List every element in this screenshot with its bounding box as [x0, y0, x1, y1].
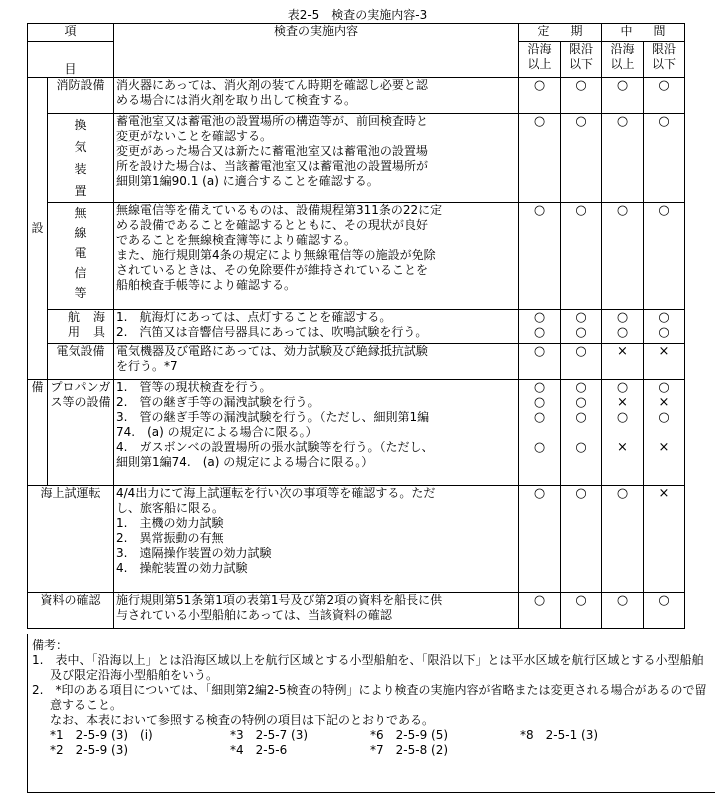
- row-content: 電気機器及び電路にあっては、効力試験及び絶縁抵抗試験 を行う。*7: [114, 344, 519, 380]
- mark: ○: [561, 203, 602, 310]
- mark: ○: [644, 593, 685, 629]
- row-content: 4/4出力にて海上試運転を行い次の事項等を確認する。ただ し、旅客船に限る。 1. 主機の効力試験 2. 異常振動の有無 3. 遠隔操作装置の効力試験 4. 操舵装置の効力試験: [114, 486, 519, 593]
- row-label: 資料の確認: [28, 593, 114, 629]
- row-content: 施行規則第51条第1項の表第1号及び第2項の資料を船長に供 与されている小型船舶にあっては、当該資料の確認: [114, 593, 519, 629]
- mark: ○: [561, 114, 602, 203]
- header-content: 検査の実施内容: [114, 24, 519, 78]
- mark: ×: [644, 344, 685, 380]
- row-label: プロパンガ ス等の設備: [48, 380, 114, 486]
- header-col4: 限沿 以下: [644, 42, 685, 78]
- mark: ○ ○: [561, 310, 602, 344]
- row-label: 消防設備: [48, 78, 114, 114]
- mark: ○: [519, 344, 561, 380]
- reference-item: *8 2-5-1 (3): [520, 728, 599, 742]
- header-chukan: 中 間: [602, 24, 685, 42]
- row-label: 換 気 装 置: [48, 114, 114, 203]
- row-content: 1. 航海灯にあっては、点灯することを確認する。 2. 汽笛又は音響信号器具にあっては、吹鳴試験を行う。: [114, 310, 519, 344]
- mark: ×: [644, 486, 685, 593]
- header-col3: 沿海 以上: [602, 42, 644, 78]
- mark: ○ ○ ○ ○: [561, 380, 602, 486]
- row-label: 航 海 用 具: [48, 310, 114, 344]
- row-content: 1. 管等の現状検査を行う。 2. 管の継ぎ手等の漏洩試験を行う。 3. 管の継ぎ手等の漏洩試験を行う。（ただし、細則第1編 74. (a) の規定による場合に限る。） 4. ガスボンベの設置場所の張水試験等を行う。（ただし、 細則第1編74. (a) の規定による場合に限る。）: [114, 380, 519, 486]
- mark: ○: [644, 78, 685, 114]
- header-item-bottom: 目: [28, 42, 114, 78]
- mark: ○ × ○ ×: [644, 380, 685, 486]
- row-content: 無線電信等を備えているものは、設備規程第311条の22に定 める設備であることを確認するとともに、その現状が良好 であることを無線検査簿等により確認する。 また、施行規則第4条の規定により無線電信等の施設が免除 されているときは、その免除要件が維持されていることを 船舶検査手帳等により確認する。: [114, 203, 519, 310]
- mark: ○: [602, 486, 644, 593]
- row-content: 消火器にあっては、消火剤の装てん時期を確認し必要と認 める場合には消火剤を取り出して検査する。: [114, 78, 519, 114]
- mark: ○: [602, 114, 644, 203]
- reference-item: *3 2-5-7 (3): [230, 728, 309, 742]
- row-label: 電気設備: [48, 344, 114, 380]
- note-2: 2. *印のある項目については、「細則第2編2-5検査の特例」により検査の実施内容が省略または変更される場合があるので留意すること。: [32, 683, 707, 712]
- reference-item: *6 2-5-9 (5): [370, 728, 449, 742]
- mark: ○ ○: [644, 310, 685, 344]
- mark: ○: [519, 593, 561, 629]
- mark: ○ ○: [519, 310, 561, 344]
- mark: ○: [561, 344, 602, 380]
- mark: ○: [519, 486, 561, 593]
- reference-item: *2 2-5-9 (3): [50, 743, 129, 757]
- reference-item: *4 2-5-6: [230, 743, 288, 757]
- notes-section: [27, 634, 715, 793]
- header-teiki: 定 期: [519, 24, 602, 42]
- mark: ○: [644, 203, 685, 310]
- header-col2: 限沿 以下: [561, 42, 602, 78]
- group-label-bi: 備: [28, 380, 48, 486]
- inspection-table: [27, 23, 685, 629]
- note-1: 1. 表中、「沿海以上」とは沿海区域以上を航行区域とする小型船舶を、「限沿以下」とは平水区域を航行区域とする小型船舶及び限定沿海小型船舶をいう。: [32, 653, 704, 682]
- notes-heading: 備考：: [32, 638, 69, 652]
- mark: ○: [519, 78, 561, 114]
- reference-item: [520, 743, 670, 758]
- header-col1: 沿海 以上: [519, 42, 561, 78]
- reference-item: *7 2-5-8 (2): [370, 743, 449, 757]
- header-item-top: 項: [28, 24, 114, 42]
- mark: ○: [561, 486, 602, 593]
- row-label: 海上試運転: [28, 486, 114, 593]
- reference-list: [32, 728, 709, 758]
- reference-item: *1 2-5-9 (3) (i): [50, 728, 153, 742]
- row-label: 無 線 電 信 等: [48, 203, 114, 310]
- mark: ○ × ○ ×: [602, 380, 644, 486]
- mark: ○: [644, 114, 685, 203]
- mark: ○ ○: [602, 310, 644, 344]
- mark: ×: [602, 344, 644, 380]
- note-2-sub: なお、本表において参照する検査の特例の項目は下記のとおりである。: [50, 713, 435, 727]
- mark: ○: [602, 78, 644, 114]
- group-label-setsu: 設: [28, 78, 48, 380]
- mark: ○: [561, 78, 602, 114]
- mark: ○: [519, 114, 561, 203]
- table-title: 表2-5 検査の実施内容-3: [287, 8, 428, 22]
- mark: ○ ○ ○ ○: [519, 380, 561, 486]
- mark: ○: [602, 593, 644, 629]
- mark: ○: [602, 203, 644, 310]
- mark: ○: [519, 203, 561, 310]
- row-content: 蓄電池室又は蓄電池の設置場所の構造等が、前回検査時と 変更がないことを確認する。 変更があった場合又は新たに蓄電池室又は蓄電池の設置場 所を設けた場合は、当該蓄電池室又は蓄電池の設置場所が 細則第1編90.1 (a) に適合することを確認する。: [114, 114, 519, 203]
- mark: ○: [561, 593, 602, 629]
